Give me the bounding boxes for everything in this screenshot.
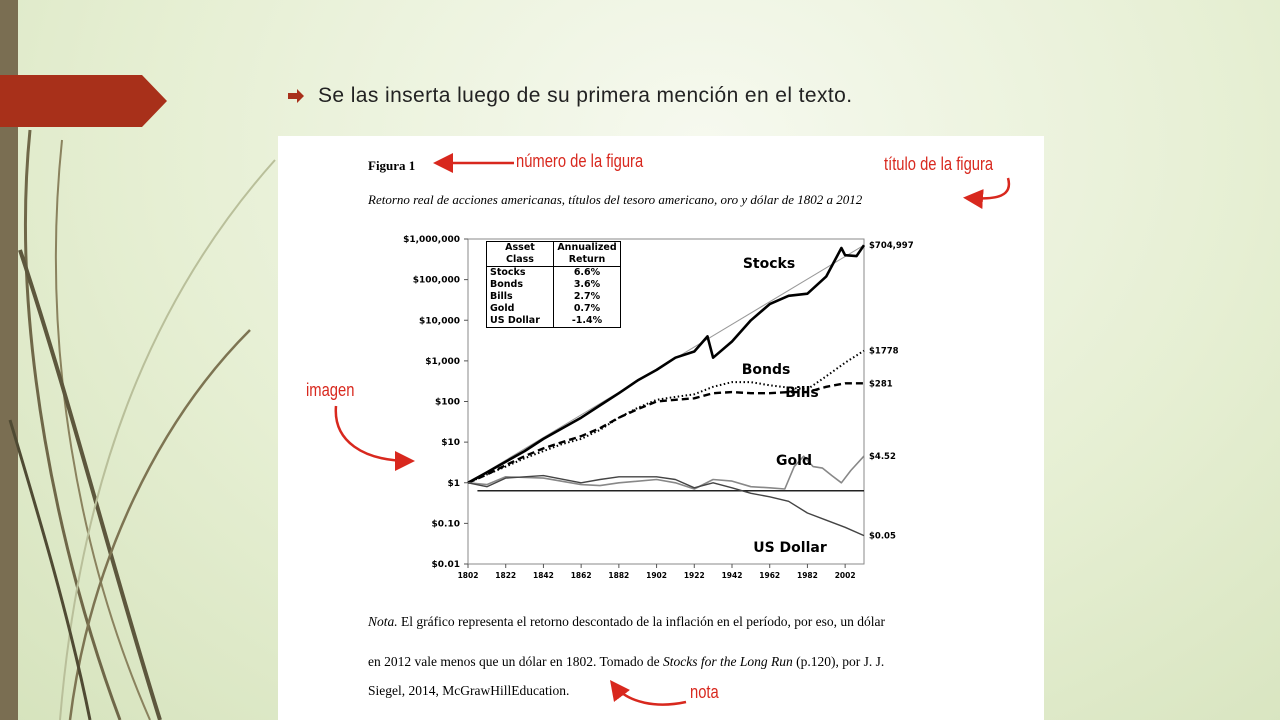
table-cell: 0.7% (554, 303, 621, 315)
table-row (487, 291, 621, 303)
red-title-tab (0, 75, 167, 127)
x-tick-label: 1942 (721, 571, 743, 580)
table-cell: 6.6% (554, 267, 621, 280)
y-axis (403, 235, 468, 570)
series-line-us-dollar (468, 476, 864, 536)
returns-chart (278, 136, 1044, 720)
x-tick-label: 1922 (683, 571, 705, 580)
y-tick-label: $0.10 (431, 519, 460, 530)
y-tick-label: $1 (447, 478, 460, 489)
table-cell: 2.7% (554, 291, 621, 303)
note-label: Nota. (368, 614, 398, 629)
table-cell: Gold (487, 303, 554, 315)
table-cell: Bills (487, 291, 554, 303)
x-axis (458, 564, 856, 580)
table-cell: -1.4% (554, 315, 621, 328)
series-name-label: US Dollar (753, 540, 827, 556)
note-line-3 (368, 683, 569, 699)
document-figure-page (278, 136, 1044, 720)
arrow-image (336, 406, 410, 461)
bullet-text: Se las inserta luego de su primera mención en el texto. (318, 84, 853, 107)
table-row (487, 303, 621, 315)
x-tick-label: 1862 (570, 571, 592, 580)
x-tick-label: 1902 (646, 571, 668, 580)
table-header-asset-class: Asset Class (487, 242, 554, 267)
series-end-label: $0.05 (869, 531, 896, 542)
series-end-label: $4.52 (869, 452, 896, 463)
series-name-label: Gold (776, 453, 812, 469)
x-tick-label: 1962 (759, 571, 781, 580)
table-row (487, 279, 621, 291)
arrow-figure-title (968, 178, 1009, 198)
annotation-figure-number: número de la figura (516, 151, 644, 171)
arrow-bullet-icon (286, 86, 306, 106)
y-tick-label: $10,000 (419, 316, 460, 327)
x-tick-label: 1842 (532, 571, 554, 580)
x-tick-label: 1982 (796, 571, 818, 580)
returns-table (486, 241, 621, 328)
series-name-label: Stocks (742, 256, 796, 272)
table-cell: 3.6% (554, 279, 621, 291)
y-tick-label: $1,000 (425, 356, 460, 367)
note-line-1 (368, 614, 885, 630)
arrow-nota (613, 684, 686, 705)
note-line-2 (368, 654, 884, 670)
note-text-1: El gráfico representa el retorno descontado de la inflación en el período, por eso, un dólar (401, 614, 885, 629)
table-row (487, 267, 621, 280)
figure-number-label: Figura 1 (368, 158, 416, 173)
series-end-label: $1778 (869, 346, 899, 357)
series-name-label: Bills (785, 385, 819, 401)
table-header-annualized-return: Annualized Return (554, 242, 621, 267)
figure-title: Retorno real de acciones americanas, títulos del tesoro americano, oro y dólar de 1802 a 2012 (368, 192, 863, 207)
table-row (487, 315, 621, 328)
series-labels (742, 241, 914, 556)
annotation-image: imagen (306, 380, 355, 400)
y-tick-label: $1,000,000 (403, 235, 460, 245)
x-tick-label: 1802 (457, 571, 479, 580)
y-tick-label: $10 (441, 438, 460, 449)
note-book-title: Stocks for the Long Run (663, 654, 793, 669)
y-tick-label: $100 (434, 397, 460, 408)
table-cell: Stocks (487, 267, 554, 280)
y-tick-label: $100,000 (412, 275, 460, 286)
x-tick-label: 1822 (495, 571, 517, 580)
series-end-label: $704,997 (869, 241, 914, 252)
table-cell: US Dollar (487, 315, 554, 328)
note-text-2b: (p.120), por J. J. (792, 654, 885, 669)
x-tick-label: 1882 (608, 571, 630, 580)
series-end-label: $281 (869, 379, 893, 390)
table-cell: Bonds (487, 279, 554, 291)
series-name-label: Bonds (741, 362, 791, 378)
note-text-3: Siegel, 2014, McGrawHillEducation. (368, 683, 570, 698)
annotation-figure-title: título de la figura (884, 154, 994, 174)
annotation-nota: nota (690, 682, 719, 702)
x-tick-label: 2002 (834, 571, 856, 580)
note-text-2a: en 2012 vale menos que un dólar en 1802. Tomado de (368, 654, 663, 669)
y-tick-label: $0.01 (431, 560, 460, 570)
bullet-row (286, 84, 852, 108)
